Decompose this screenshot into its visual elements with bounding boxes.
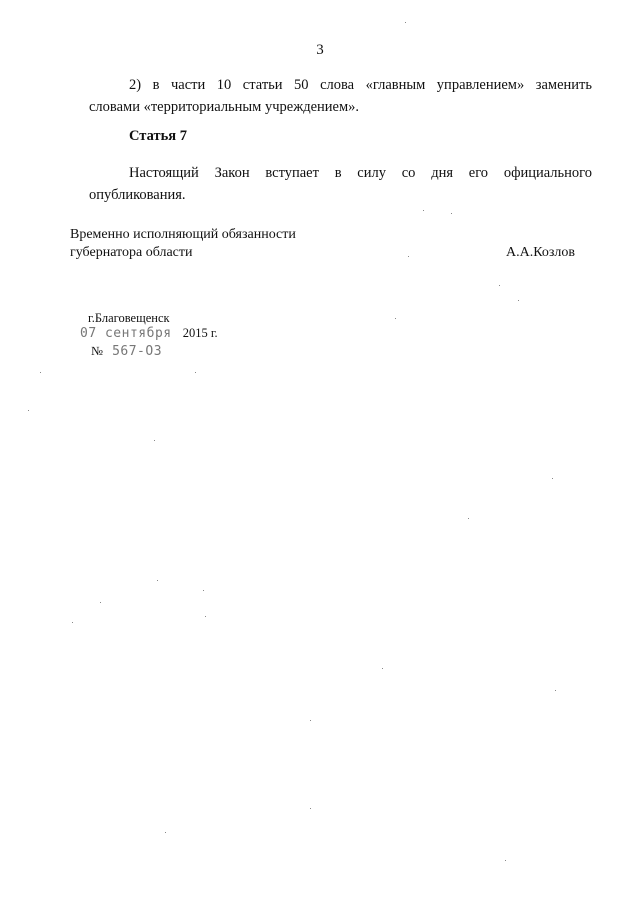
signatory-name: А.А.Козлов	[506, 245, 575, 260]
enactment-number	[91, 344, 162, 359]
page-number: 3	[316, 42, 324, 58]
enactment-place: г.Благовещенск	[88, 311, 170, 325]
number-stamp: 567-ОЗ	[112, 344, 163, 359]
signatory-title-line-1: Временно исполняющий обязанности	[70, 227, 296, 242]
article-7-line-1: Настоящий Закон вступает в силу со дня его официального	[129, 165, 592, 181]
date-year: 2015 г.	[182, 326, 218, 340]
item-2-paragraph	[89, 74, 592, 118]
item-2-line-2: словами «территориальным учреждением».	[89, 99, 360, 115]
enactment-date	[80, 326, 218, 341]
signatory-title-line-2: губернатора области	[70, 245, 193, 260]
signatory-title	[70, 226, 296, 262]
article-7-paragraph	[89, 162, 592, 206]
article-7-line-2: опубликования.	[89, 187, 186, 203]
article-7-heading: Статья 7	[129, 128, 187, 144]
number-sign: №	[91, 344, 103, 358]
item-2-line-1: 2) в части 10 статьи 50 слова «главным управлением» заменить	[129, 77, 592, 93]
date-stamp: 07 сентября	[80, 326, 172, 341]
